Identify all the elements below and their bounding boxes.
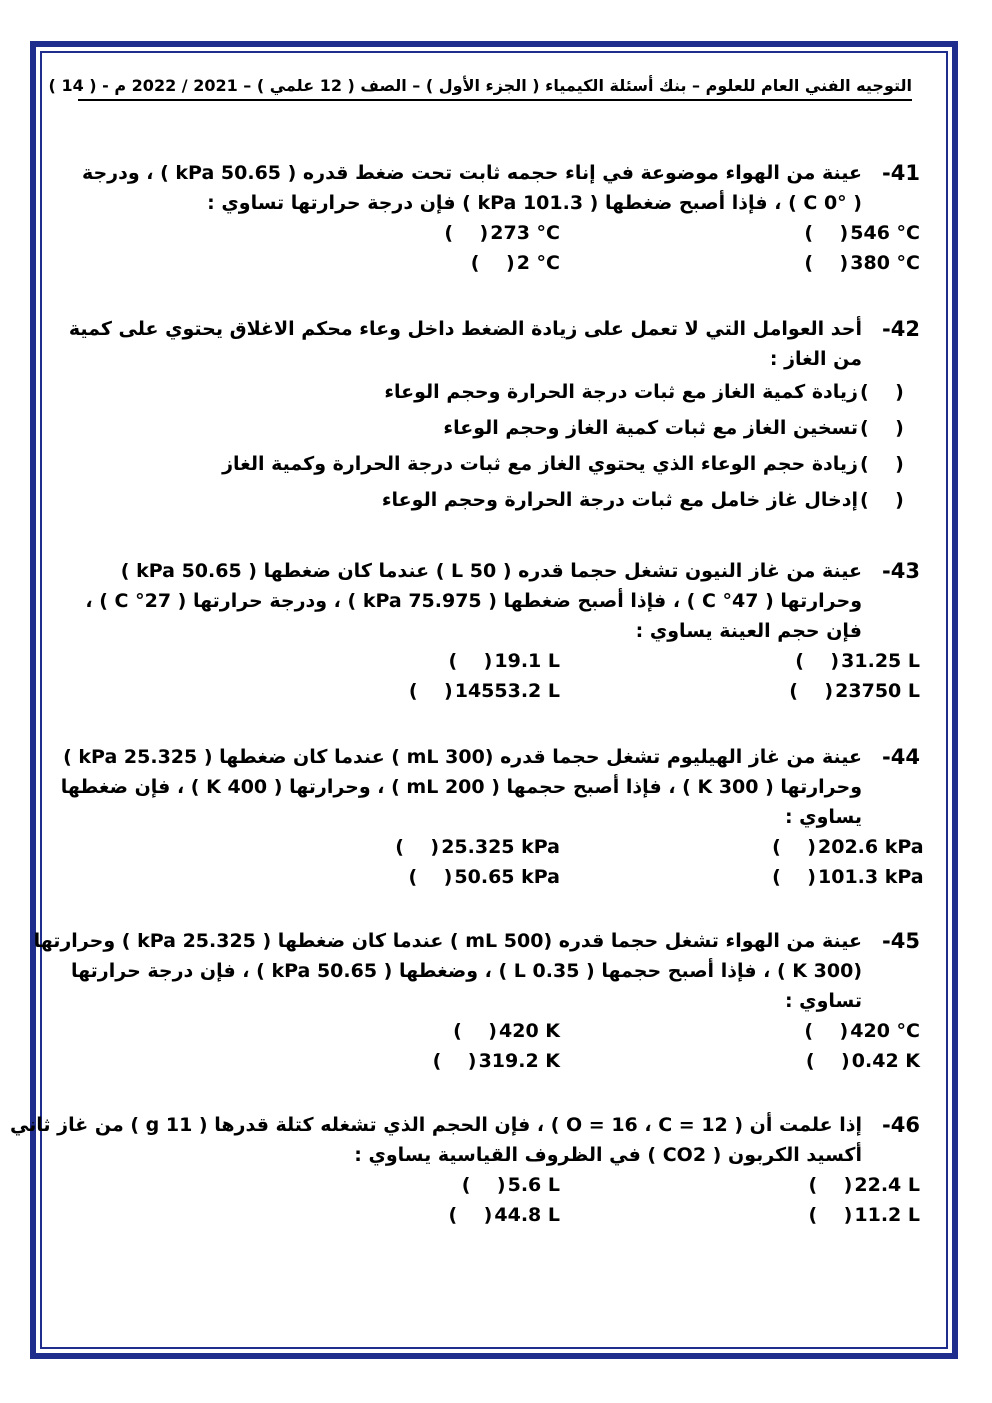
question-number: 41- (882, 161, 920, 185)
option-c[interactable]: ( ) 11.2 L (808, 1204, 920, 1226)
question-text: أحد العوامل التي لا تعمل على زيادة الضغط داخل وعاء محكم الاغلاق يحتوي على كمية (68, 318, 862, 340)
question-number: 43- (882, 559, 920, 583)
option-a[interactable]: ( ) 546 °C (804, 222, 920, 244)
question-41 (70, 158, 920, 278)
question-number: 46- (882, 1113, 920, 1137)
question-42 (70, 314, 920, 518)
question-43 (70, 556, 920, 706)
option-c[interactable]: ( ) زيادة حجم الوعاء الذي يحتوي الغاز مع ثبات درجة الحرارة وكمية الغاز (222, 453, 904, 475)
question-text: أكسيد الكربون ( CO2 ) في الظروف القياسية يساوي : (354, 1144, 862, 1166)
question-text: من الغاز : (769, 348, 862, 370)
option-d[interactable]: ( ) 2 °C (470, 252, 560, 274)
option-a[interactable]: ( ) 31.25 L (795, 650, 920, 672)
question-46 (9, 1110, 920, 1230)
option-d[interactable]: ( ) إدخال غاز خامل مع ثبات درجة الحرارة وحجم الوعاء (381, 489, 904, 511)
question-number: 44- (882, 745, 920, 769)
option-a[interactable]: ( ) 420 °C (804, 1020, 920, 1042)
question-number: 42- (882, 317, 920, 341)
option-d[interactable]: ( ) 50.65 kPa (408, 866, 560, 888)
question-44 (60, 742, 924, 892)
option-a[interactable]: ( ) 202.6 kPa (772, 836, 924, 858)
option-b[interactable]: ( ) 420 K (453, 1020, 560, 1042)
question-text: عينة من الهواء تشغل حجما قدره (500 mL ) عندما كان ضغطها ( 25.325 kPa ) وحرارتها (33, 930, 862, 952)
option-d[interactable]: ( ) 14553.2 L (408, 680, 560, 702)
option-b[interactable]: ( ) تسخين الغاز مع ثبات كمية الغاز وحجم الوعاء (443, 417, 904, 439)
option-a[interactable]: ( ) 22.4 L (808, 1174, 920, 1196)
question-text: يساوي : (784, 806, 862, 828)
page-header: التوجيه الفني العام للعلوم – بنك أسئلة الكيمياء ( الجزء الأول ) – الصف ( 12 علمي ) – 2021 / 2022 م - ( 14 ) (48, 76, 912, 95)
option-b[interactable]: ( ) 19.1 L (448, 650, 560, 672)
question-text: تساوي : (784, 990, 862, 1012)
question-text: ( 0° C ) ، فإذا أصبح ضغطها ( 101.3 kPa ) فإن درجة حرارتها تساوي : (207, 192, 862, 214)
option-d[interactable]: ( ) 319.2 K (432, 1050, 560, 1072)
question-text: فإن حجم العينة يساوي : (635, 620, 862, 642)
question-number: 45- (882, 929, 920, 953)
question-text: (300 K ) ، فإذا أصبح حجمها ( 0.35 L ) ، وضغطها ( 50.65 kPa ) ، فإن درجة حرارتها (70, 960, 862, 982)
option-c[interactable]: ( ) 101.3 kPa (772, 866, 924, 888)
question-text: وحرارتها ( 47° C ) ، فإذا أصبح ضغطها ( 75.975 kPa ) ، ودرجة حرارتها ( 27° C ) ، (85, 590, 862, 612)
option-b[interactable]: ( ) 5.6 L (461, 1174, 560, 1196)
option-c[interactable]: ( ) 380 °C (804, 252, 920, 274)
question-text: إذا علمت أن ( O = 16 ، C = 12 ) ، فإن الحجم الذي تشغله كتلة قدرها ( 11 g ) من غاز ثاني (9, 1114, 862, 1136)
option-b[interactable]: ( ) 25.325 kPa (395, 836, 560, 858)
header-rule (78, 99, 912, 101)
question-45 (33, 926, 920, 1076)
option-a[interactable]: ( ) زيادة كمية الغاز مع ثبات درجة الحرارة وحجم الوعاء (384, 381, 904, 403)
option-c[interactable]: ( ) 23750 L (789, 680, 920, 702)
option-c[interactable]: ( ) 0.42 K (805, 1050, 920, 1072)
option-b[interactable]: ( ) 273 °C (444, 222, 560, 244)
question-text: عينة من الهواء موضوعة في إناء حجمه ثابت تحت ضغط قدره ( 50.65 kPa ) ، ودرجة (81, 162, 862, 184)
option-d[interactable]: ( ) 44.8 L (448, 1204, 560, 1226)
question-text: وحرارتها ( 300 K ) ، فإذا أصبح حجمها ( 200 mL ) ، وحرارتها ( 400 K ) ، فإن ضغطها (60, 776, 862, 798)
question-text: عينة من غاز النيون تشغل حجما قدره ( 50 L ) عندما كان ضغطها ( 50.65 kPa ) (120, 560, 862, 582)
question-text: عينة من غاز الهيليوم تشغل حجما قدره (300 mL ) عندما كان ضغطها ( 25.325 kPa ) (63, 746, 862, 768)
